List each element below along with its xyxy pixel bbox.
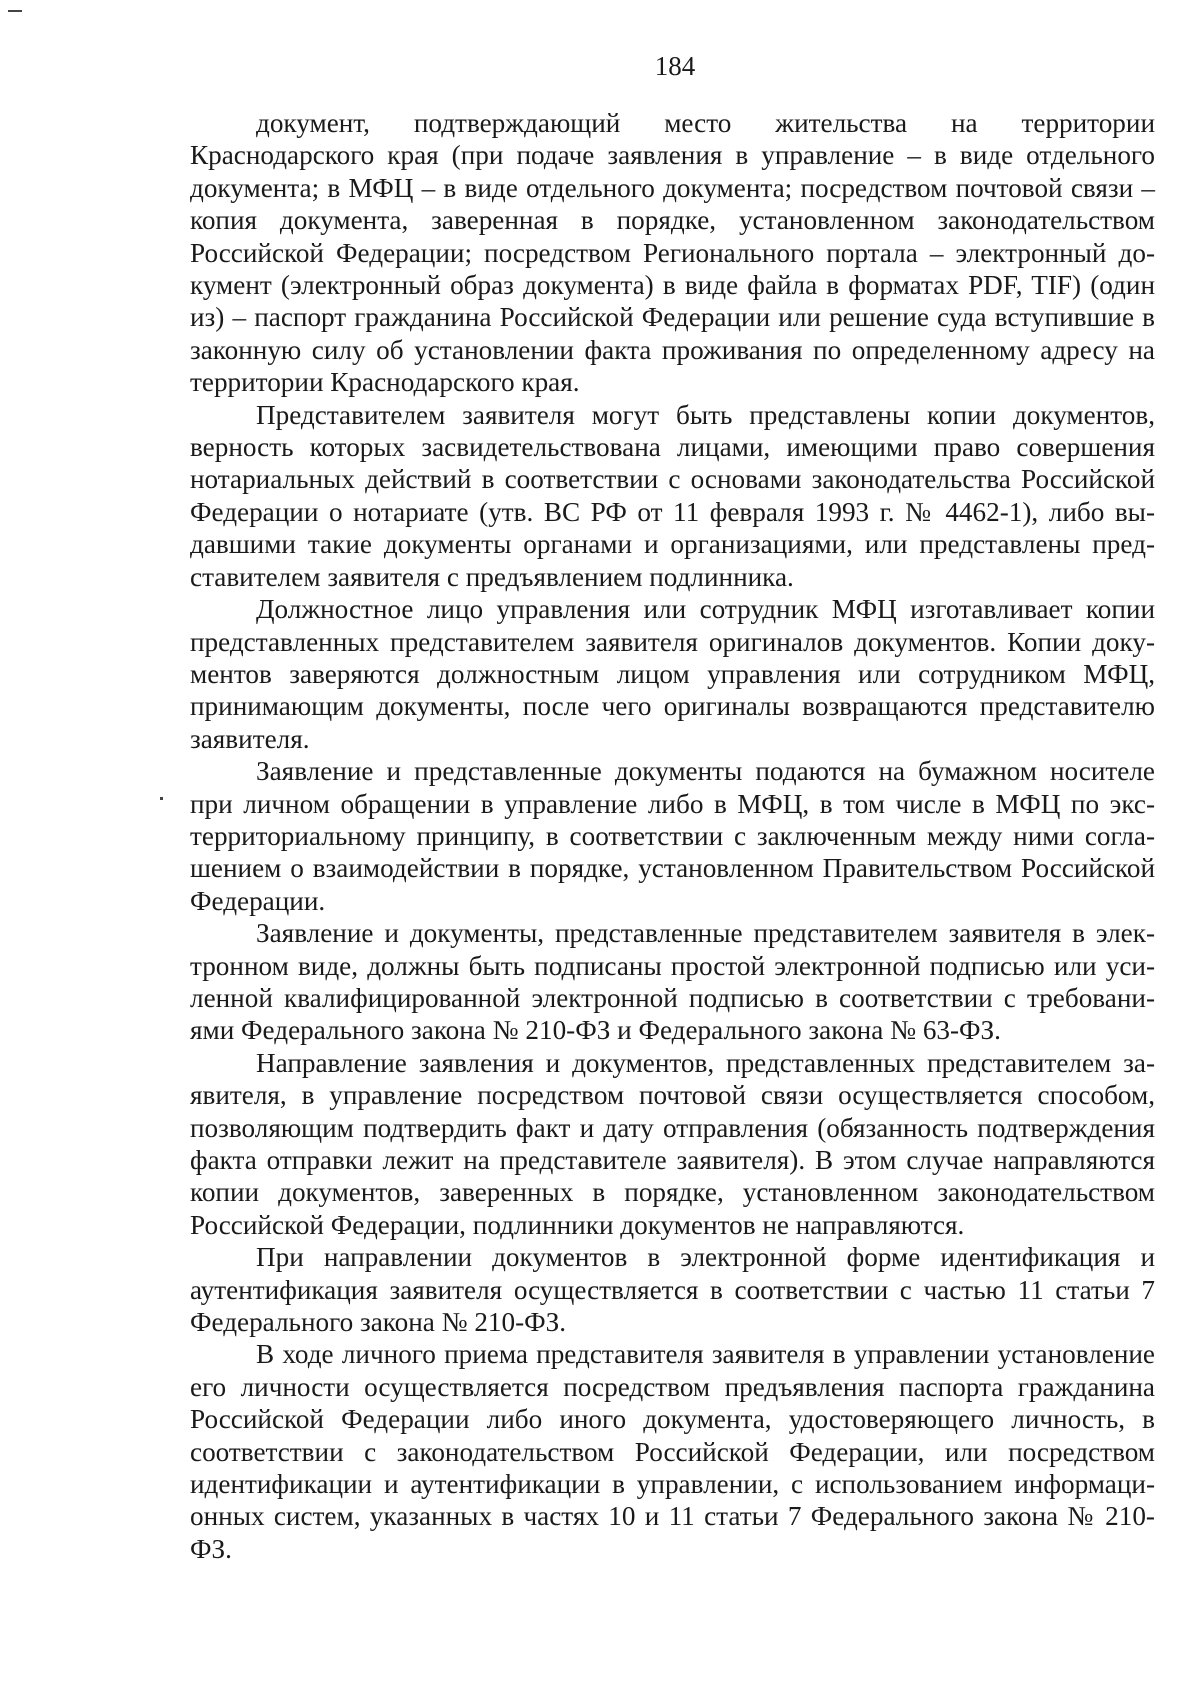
scan-artifact-top-left xyxy=(8,10,22,12)
paragraph-8: В ходе личного приема представителя заявителя в управлении установление его личности осуществляется посредством предъявления паспорта гражданина Российской Федерации либо иного документа, удостоверяющего личность, в соответствии с законодательством Российской Федерации, или посредством идентификации и аутентификации в управлении, с использованием информационных систем, указанных в частях 10 и 11 статьи 7 Федерального закона № 210-ФЗ. xyxy=(190,1339,1155,1564)
paragraph-5: Заявление и документы, представленные представителем заявителя в электронном виде, должны быть подписаны простой электронной подписью или усиленной квалифицированной электронной подписью в соответствии с требованиями Федерального закона № 210-ФЗ и Федерального закона № 63-ФЗ. xyxy=(190,918,1155,1046)
paragraph-6: Направление заявления и документов, представленных представителем заявителя, в управление посредством почтовой связи осуществляется способом, позволяющим подтвердить факт и дату отправления (обязанность подтверждения факта отправки лежит на представителе заявителя). В этом случае направляются копии документов, заверенных в порядке, установленном законодательством Российской Федерации, подлинники документов не направляются. xyxy=(190,1047,1155,1240)
page-number: 184 xyxy=(654,51,696,81)
paragraph-7: При направлении документов в электронной форме идентификация и аутентификация заявителя осуществляется в соответствии с частью 11 статьи 7 Федерального закона № 210-ФЗ. xyxy=(190,1242,1155,1338)
paragraph-3: Должностное лицо управления или сотрудник МФЦ изготавливает копии представленных представителем заявителя оригиналов документов. Копии документов заверяются должностным лицом управления или сотрудником МФЦ, принимающим документы, после чего оригиналы возвращаются представителю заявителя. xyxy=(190,594,1155,754)
document-body xyxy=(190,107,1155,1565)
paragraph-4: Заявление и представленные документы подаются на бумажном носителе при личном обращении в управление либо в МФЦ, в том числе в МФЦ по экстерриториальному принципу, в соответствии с заключенным между ними соглашением о взаимодействии в порядке, установленном Правительством Российской Федерации. xyxy=(190,756,1155,916)
scan-artifact-left-dot xyxy=(160,797,163,800)
paragraph-1: документ, подтверждающий место жительства на территории Краснодарского края (при подаче заявления в управление – в виде отдельного документа; в МФЦ – в виде отдельного документа; посредством почтовой связи – копия документа, заверенная в порядке, установленном законодательством Российской Федерации; посредством Регионального портала – электронный документ (электронный образ документа) в виде файла в форматах PDF, TIF) (один из) – паспорт гражданина Российской Федерации или решение суда вступившие в законную силу об установлении факта проживания по определенному адресу на территории Краснодарского края. xyxy=(190,108,1155,398)
paragraph-2: Представителем заявителя могут быть представлены копии документов, верность которых засвидетельствована лицами, имеющими право совершения нотариальных действий в соответствии с основами законодательства Российской Федерации о нотариате (утв. ВС РФ от 11 февраля 1993 г. № 4462-1), либо выдавшими такие документы органами и организациями, или представлены представителем заявителя с предъявлением подлинника. xyxy=(190,399,1155,592)
